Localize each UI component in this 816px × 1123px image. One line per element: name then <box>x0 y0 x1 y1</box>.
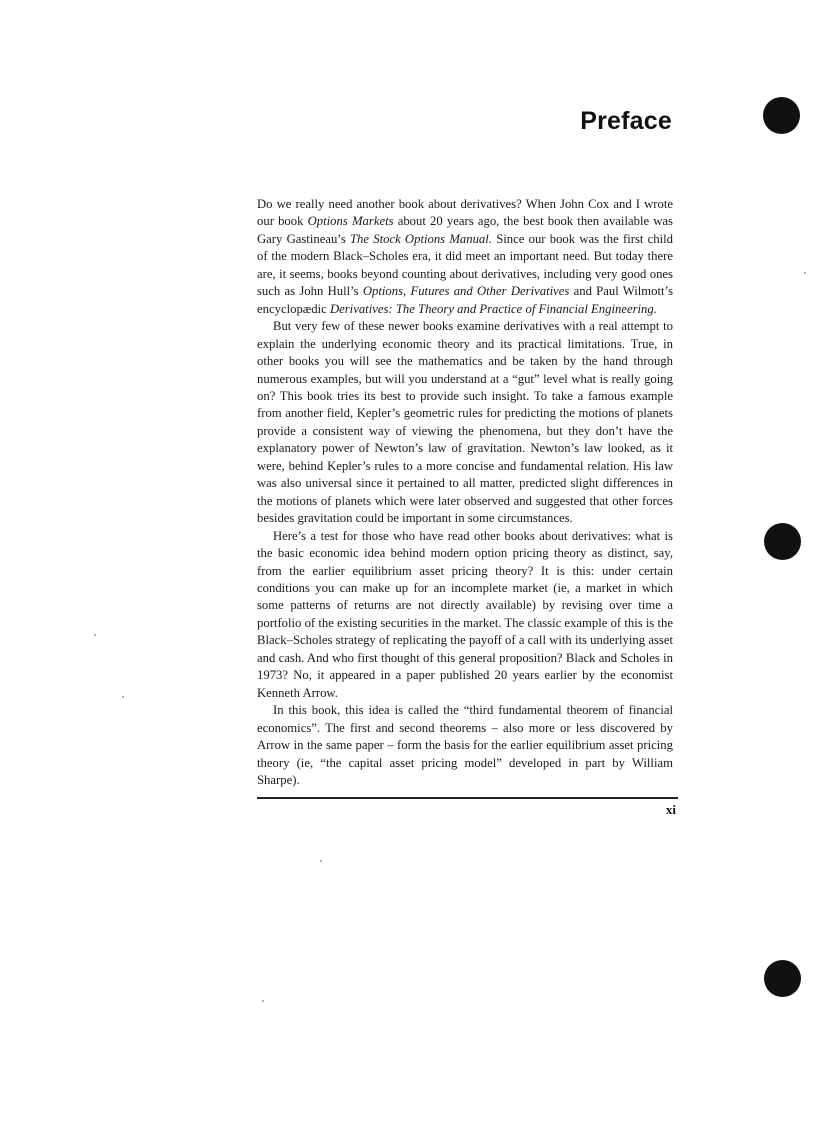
text-run: Do we really need another book about derivatives? When John Cox and I wrote our book <box>257 197 673 229</box>
scan-speck <box>804 272 806 274</box>
italic-title: Options Markets <box>307 214 394 229</box>
text-run: But very few of these newer books examine derivatives with a real attempt to explain the underlying economic theory and its practical limitations. True, in other books you will see the mathematics and be taken by the hand through numerous examples, but will you understand at a “gut” level what is really going on? This book tries its best to provide such insight. To take a famous example from another field, Kepler’s geometric rules for predicting the motions of planets provide a consistent way of viewing the phenomena, but they don’t have the explanatory power of Newton’s law of gravitation. Newton’s law looked, as it were, behind Kepler’s rules to a more concise and fundamental relation. His law was also universal since it pertained to all matter, predicted slight differences in the motions of planets which were later observed and suggested that other forces besides gravitation could be important in some circumstances. <box>257 319 673 526</box>
footer-rule <box>257 797 678 799</box>
paragraph <box>257 702 673 789</box>
scan-speck <box>262 1000 264 1002</box>
italic-title: The Stock Options Manual. <box>350 231 492 246</box>
italic-title: Options, Futures and Other Derivatives <box>362 284 570 299</box>
page-number: xi <box>665 802 676 817</box>
scan-speck <box>122 696 124 698</box>
text-run: and Paul Wilmott’s encyclopædic <box>257 284 674 316</box>
punch-hole <box>763 97 800 134</box>
text-run: about 20 years ago, the best book then available was Gary Gastineau’s <box>257 214 673 246</box>
text-run: Here’s a test for those who have read other books about derivatives: what is the basic economic idea behind modern option pricing theory as distinct, say, from the earlier equilibrium asset pricing theory? It is this: under certain conditions you can make up for an incomplete market (ie, a market in which some patterns of returns are not directly available) by revising over time a portfolio of the existing securities in the market. The classic example of this is the Black–Scholes strategy of replicating the payoff of a call with its underlying asset and cash. And who first thought of this general proposition? Black and Scholes in 1973? No, it appeared in a paper published 20 years earlier by the economist Kenneth Arrow. <box>257 528 673 700</box>
paragraph <box>257 528 673 703</box>
punch-hole <box>764 523 801 560</box>
punch-hole <box>764 960 801 997</box>
scan-speck <box>94 634 96 636</box>
italic-title: Derivatives: The Theory and Practice of Financial Engineering. <box>329 301 657 316</box>
preface-body <box>257 196 673 789</box>
text-run: In this book, this idea is called the “third fundamental theorem of financial economics”. The first and second theorems – also more or less discovered by Arrow in the same paper – form the basis for the earlier equilibrium asset pricing theory (ie, “the capital asset pricing model” developed in part by William Sharpe). <box>257 703 673 787</box>
paragraph <box>257 196 673 318</box>
paragraph <box>257 318 673 527</box>
text-run: Since our book was the first child of the modern Black–Scholes era, it did meet an important need. But today there are, it seems, books beyond counting about derivatives, including very good ones such as John Hull’s <box>257 231 674 299</box>
page-title: Preface <box>580 107 672 135</box>
scan-speck <box>320 860 322 862</box>
